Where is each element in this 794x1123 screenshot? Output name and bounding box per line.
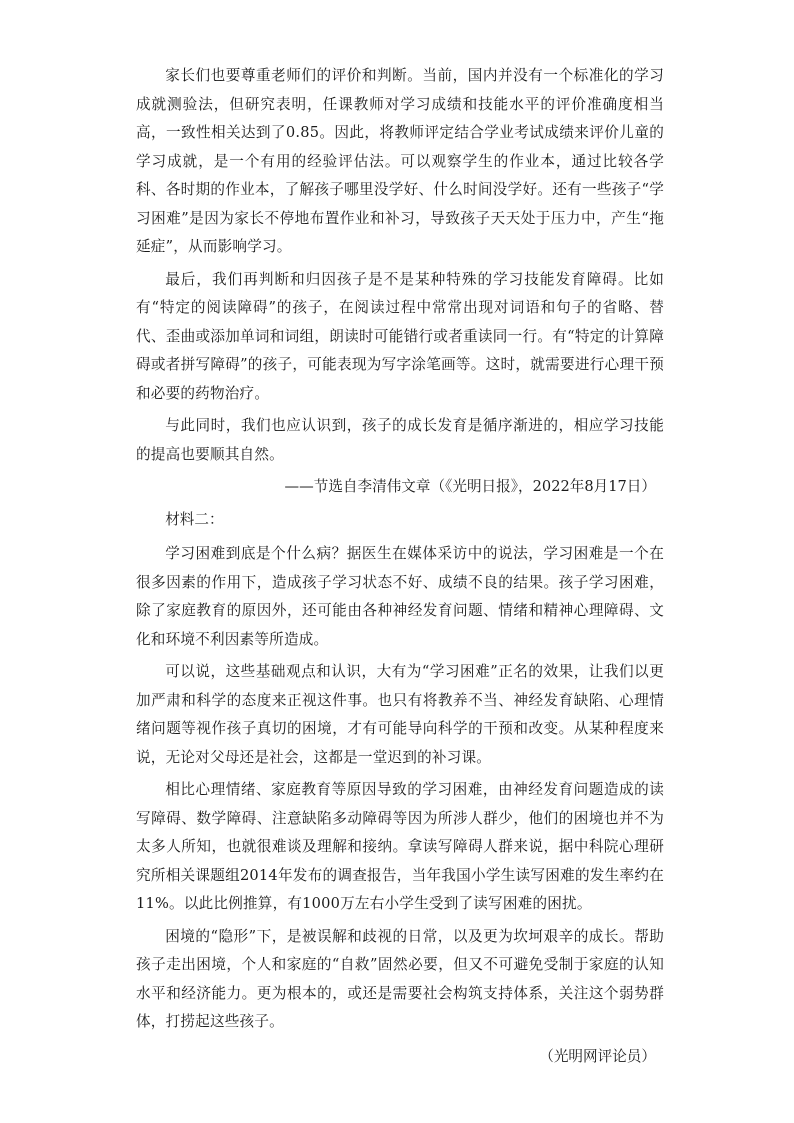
- paragraph-7: 困境的“隐形”下，是被误解和歧视的日常，以及更为坎坷艰辛的成长。帮助孩子走出困境，个人和家庭的“自救”固然必要，但又不可避免受制于家庭的认知水平和经济能力。更为根本的，或还是需要社会构筑支持体系，关注这个弱势群体，打捞起这些孩子。: [136, 927, 664, 1030]
- paragraph-3: 与此同时，我们也应认识到，孩子的成长发育是循序渐进的，相应学习技能的提高也要顺其自然。: [136, 417, 664, 463]
- paragraph-2: 最后，我们再判断和归因孩子是不是某种特殊的学习技能发育障碍。比如有“特定的阅读障碍”的孩子，在阅读过程中常常出现对词语和句子的省略、替代、歪曲或添加单词和词组，朗读时可能错行或者重读同一行。有“特定的计算障碍或者拼写障碍”的孩子，可能表现为写字涂笔画等。这时，就需要进行心理干预和必要的药物治疗。: [136, 270, 664, 402]
- source-citation: ——节选自李清伟文章（《光明日报》，2022年8月17日）: [284, 478, 656, 495]
- paragraph-4: 学习困难到底是个什么病？据医生在媒体采访中的说法，学习困难是一个在很多因素的作用下，造成孩子学习状态不好、成绩不良的结果。孩子学习困难，除了家庭教育的原因外，还可能由各种神经发育问题、情绪和精神心理障碍、文化和环境不利因素等所造成。: [136, 545, 664, 648]
- section-label-material-two: 材料二：: [165, 510, 224, 528]
- paragraph-1: 家长们也要尊重老师们的评价和判断。当前，国内并没有一个标准化的学习成就测验法，但研究表明，任课教师对学习成绩和技能水平的评价准确度相当高，一致性相关达到了0.85。因此，将教师评定结合学业考试成绩来评价儿童的学习成就，是一个有用的经验评估法。可以观察学生的作业本，通过比较各学科、各时期的作业本，了解孩子哪里没学好、什么时间没学好。还有一些孩子“学习困难”是因为家长不停地布置作业和补习，导致孩子天天处于压力中，产生“拖延症”，从而影响学习。: [136, 67, 664, 255]
- paragraph-6: 相比心理情绪、家庭教育等原因导致的学习困难，由神经发育问题造成的读写障碍、数学障碍、注意缺陷多动障碍等因为所涉人群少，他们的困境也并不为太多人所知，也就很难谈及理解和接纳。拿读写障碍人群来说，据中科院心理研究所相关课题组2014年发布的调查报告，当年我国小学生读写困难的发生率约在11%。以此比例推算，有1000万左右小学生受到了读写困难的困扰。: [136, 781, 664, 912]
- document-body: [136, 62, 664, 1071]
- paragraph-5: 可以说，这些基础观点和认识，大有为“学习困难”正名的效果，让我们以更加严肃和科学的态度来正视这件事。也只有将教养不当、神经发育缺陷、心理情绪问题等视作孩子真切的困境，才有可能导向科学的干预和改变。从某种程度来说，无论对父母还是社会，这都是一堂迟到的补习课。: [136, 663, 664, 766]
- author-note: （光明网评论员）: [539, 1047, 656, 1065]
